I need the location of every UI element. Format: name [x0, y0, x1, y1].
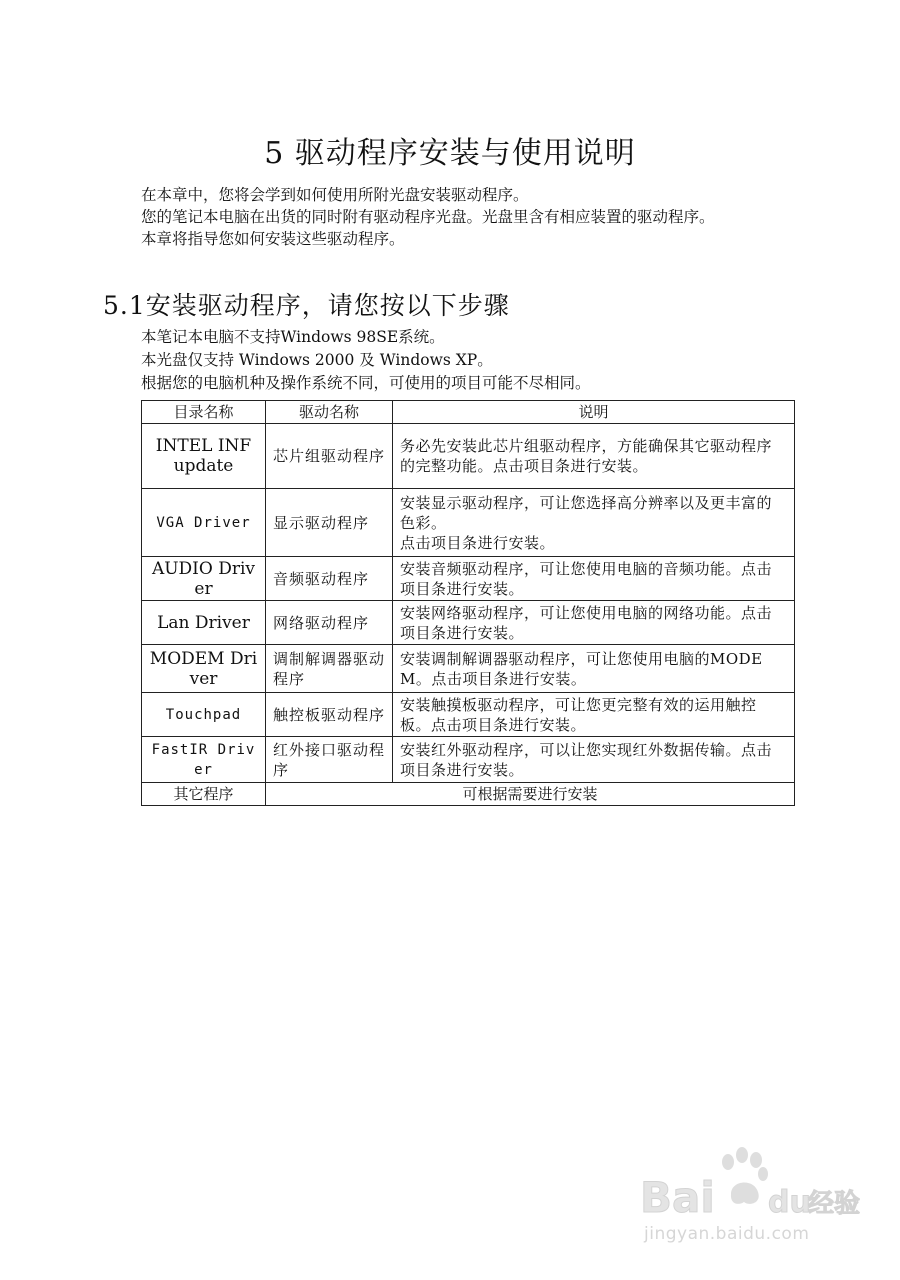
row-name: Touchpad	[142, 693, 266, 737]
row-driver: 触控板驱动程序	[266, 693, 393, 737]
row-description: 安装音频驱动程序，可让您使用电脑的音频功能。点击项目条进行安装。	[393, 557, 795, 601]
svg-text:Bai: Bai	[640, 1173, 715, 1222]
intro-paragraph: 本章将指导您如何安装这些驱动程序。	[141, 230, 405, 248]
row-name: MODEM Driver	[142, 645, 266, 693]
watermark-url: jingyan.baidu.com	[644, 1224, 810, 1244]
table-row	[142, 601, 795, 645]
baidu-logo-icon	[636, 1142, 866, 1222]
table-row	[142, 645, 795, 693]
row-name: Lan Driver	[142, 601, 266, 645]
note-line: 本光盘仅支持 Windows 2000 及 Windows XP。	[141, 351, 493, 369]
row-name: INTEL INF update	[142, 424, 266, 489]
row-name: FastIR Driver	[142, 737, 266, 783]
row-description: 安装红外驱动程序，可以让您实现红外数据传输。点击项目条进行安装。	[393, 737, 795, 783]
row-description: 安装调制解调器驱动程序，可让您使用电脑的MODEM。点击项目条进行安装。	[393, 645, 795, 693]
row-driver: 音频驱动程序	[266, 557, 393, 601]
intro-paragraph: 您的笔记本电脑在出货的同时附有驱动程序光盘。光盘里含有相应装置的驱动程序。	[141, 208, 715, 226]
table-row	[142, 783, 795, 806]
notes-section	[141, 326, 801, 395]
row-name: 其它程序	[142, 783, 266, 806]
header-driver-name: 驱动名称	[266, 401, 393, 424]
row-description: 务必先安装此芯片组驱动程序，方能确保其它驱动程序的完整功能。点击项目条进行安装。	[393, 424, 795, 489]
table-row	[142, 693, 795, 737]
row-driver: 芯片组驱动程序	[266, 424, 393, 489]
driver-table	[141, 400, 795, 806]
row-driver: 红外接口驱动程序	[266, 737, 393, 783]
table-row	[142, 557, 795, 601]
row-description-text: 安装显示驱动程序，可让您选择高分辨率以及更丰富的色彩。	[400, 493, 773, 532]
note-line: 根据您的电脑机种及操作系统不同，可使用的项目可能不尽相同。	[141, 374, 591, 392]
note-line: 本笔记本电脑不支持Windows 98SE系统。	[141, 328, 445, 346]
row-description	[393, 489, 795, 557]
section-title: 5.1安装驱动程序，请您按以下步骤	[103, 291, 510, 320]
svg-text:经验: 经验	[808, 1189, 861, 1219]
table-row	[142, 489, 795, 557]
baidu-jingyan-watermark	[636, 1142, 866, 1254]
table-row	[142, 424, 795, 489]
row-driver: 显示驱动程序	[266, 489, 393, 557]
svg-text:du: du	[768, 1185, 811, 1220]
row-driver: 网络驱动程序	[266, 601, 393, 645]
row-description: 可根据需要进行安装	[266, 783, 795, 806]
header-directory-name: 目录名称	[142, 401, 266, 424]
row-name: AUDIO Driver	[142, 557, 266, 601]
row-description-text: 点击项目条进行安装。	[400, 533, 556, 552]
chapter-title: 5 驱动程序安装与使用说明	[264, 136, 636, 171]
row-name: VGA Driver	[142, 489, 266, 557]
header-description: 说明	[393, 401, 795, 424]
row-description: 安装网络驱动程序，可让您使用电脑的网络功能。点击项目条进行安装。	[393, 601, 795, 645]
table-row	[142, 737, 795, 783]
intro-section	[103, 184, 793, 250]
row-description: 安装触摸板驱动程序，可让您更完整有效的运用触控板。点击项目条进行安装。	[393, 693, 795, 737]
row-driver: 调制解调器驱动程序	[266, 645, 393, 693]
intro-paragraph: 在本章中，您将会学到如何使用所附光盘安装驱动程序。	[141, 186, 529, 204]
table-header-row	[142, 401, 795, 424]
